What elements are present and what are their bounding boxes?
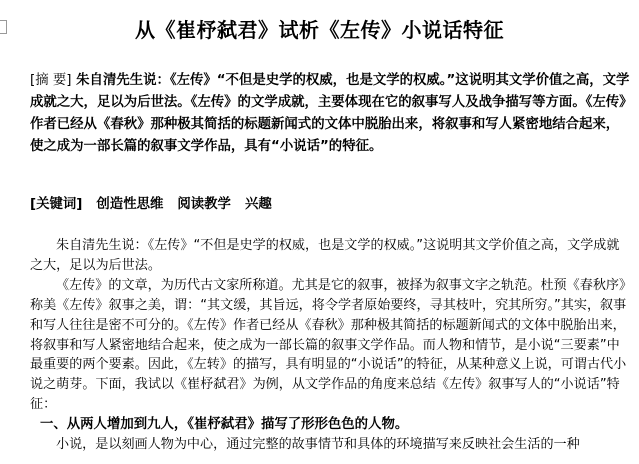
keywords-line (30, 195, 630, 215)
keyword: 兴趣 (244, 197, 272, 212)
abstract-tag: [摘 要] (30, 73, 72, 88)
body-paragraph: 《左传》的文章，为历代古文家所称道。尤其是它的叙事，被择为叙事文字之轨范。杜预《春秋序》称美《左传》叙事之美，谓：“其文缓，其旨远，将令学者原始要终，寻其枝叶，究其所穷。”其实，叙事和写人往往是密不可分的。《左传》作者已经从《春秋》那种极其简括的标题新闻式的文体中脱胎出来，将叙事和写人紧密地结合起来，使之成为一部长篇的叙事文学作品。而人物和情节，是小说“三要素”中最重要的两个要素。因此，《左转》的描写，具有明显的“小说话”的特征，从某种意义上说，可谓古代小说之萌芽。下面，我试以《崔杼弑君》为例，从文学作品的角度来总结《左传》叙事写人的“小说话”特征： (30, 277, 627, 413)
keyword: 创造性思维 (96, 197, 164, 212)
body-paragraph: 朱自清先生说：《左传》“不但是史学的权威，也是文学的权威。”这说明其文学价值之高，文学成就之大，足以为后世法。 (30, 238, 620, 273)
keywords-label: [关键词] (30, 197, 83, 212)
body-text (30, 236, 630, 455)
abstract-paragraph (30, 70, 630, 158)
abstract-text: 朱自清先生说：《左传》“不但是史学的权威，也是文学的权威。”这说明其文学价值之高，文学成就之大，足以为后世法。《左传》的文学成就，主要体现在它的叙事写人及战争描写等方面。《左传》作者已经从《春秋》那种极其简括的标题新闻式的文体中脱胎出来，将叙事和写人紧密地结合起来，使之成为一部长篇的叙事文学作品，具有“小说话”的特征。 (30, 73, 630, 154)
keyword: 阅读教学 (177, 197, 231, 212)
abstract-block (30, 70, 630, 158)
body-paragraph: 小说，是以刻画人物为中心，通过完整的故事情节和具体的环境描写来反映社会生活的一种 (56, 437, 580, 453)
section-heading: 一、从两人增加到九人，《崔杼弑君》描写了形形色色的人物。 (40, 417, 409, 433)
document-title: 从《崔杼弑君》试析《左传》小说话特征 (135, 18, 504, 42)
